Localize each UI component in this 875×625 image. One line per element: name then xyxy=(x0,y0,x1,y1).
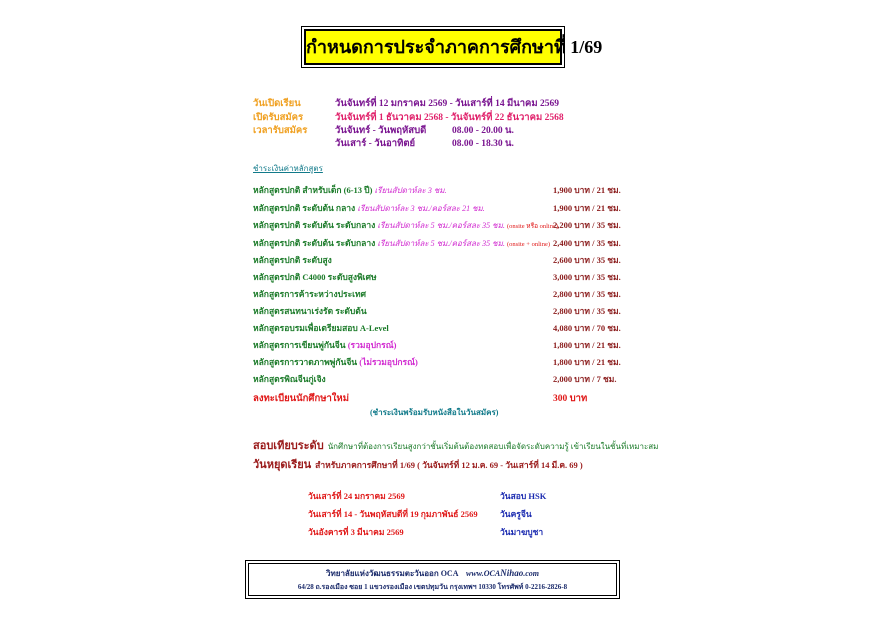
course-name: หลักสูตรการค้าระหว่างประเทศ xyxy=(253,289,367,299)
course-name: หลักสูตรปกติ ระดับสูง xyxy=(253,255,332,265)
footer-org-line xyxy=(249,567,616,580)
apply-value: วันจันทร์ที่ 1 ธันวาคม 2568 - วันจันทร์ที่ 22 ธันวาคม 2568 xyxy=(335,113,564,123)
holiday-event: วันครูจีน xyxy=(500,509,532,519)
fees-heading: ชำระเงินค่าหลักสูตร xyxy=(253,164,323,173)
registration-label: ลงทะเบียนนักศึกษาใหม่ xyxy=(253,394,349,404)
holiday-date: วันเสาร์ที่ 14 - วันพฤหัสบดีที่ 19 กุมภาพันธ์ 2569 xyxy=(308,509,478,519)
course-name: หลักสูตรปกติ ระดับต้น ระดับกลาง เรียนสัปดาห์ละ 5 ชม./คอร์สละ 35 ชม. (onsite + online) xyxy=(253,238,551,248)
course-name: หลักสูตรปกติ ระดับต้น ระดับกลาง เรียนสัปดาห์ละ 5 ชม./คอร์สละ 35 ชม. (onsite หรือ online) xyxy=(253,220,559,230)
course-price: 2,000 บาท / 7 ชม. xyxy=(553,374,617,384)
course-price: 2,400 บาท / 35 ชม. xyxy=(553,238,621,248)
course-name: หลักสูตรสนทนาเร่งรัด ระดับต้น xyxy=(253,306,367,316)
registration-fee: 300 บาท xyxy=(553,394,588,404)
holiday-date: วันเสาร์ที่ 24 มกราคม 2569 xyxy=(308,491,405,501)
course-name: หลักสูตรปกติ ระดับต้น กลาง เรียนสัปดาห์ละ 3 ชม./คอร์สละ 21 ชม. xyxy=(253,203,485,213)
footer-box xyxy=(248,563,617,596)
course-price: 1,900 บาท / 21 ชม. xyxy=(553,203,621,213)
holiday-event: วันมาฆบูชา xyxy=(500,527,544,537)
hours-weekday-time: 08.00 - 20.00 น. xyxy=(452,126,514,136)
placement-row xyxy=(253,436,658,454)
course-price: 2,800 บาท / 35 ชม. xyxy=(553,306,621,316)
registration-note: (ชำระเงินพร้อมรับหนังสือในวันสมัคร) xyxy=(370,408,499,417)
apply-label: เปิดรับสมัคร xyxy=(253,113,304,123)
course-price: 1,800 บาท / 21 ชม. xyxy=(553,340,621,350)
holiday-text: สำหรับภาคการศึกษาที่ 1/69 ( วันจันทร์ที่ 12 ม.ค. 69 - วันเสาร์ที่ 14 มี.ค. 69 ) xyxy=(315,460,583,470)
course-price: 2,600 บาท / 35 ชม. xyxy=(553,255,621,265)
course-name: หลักสูตรปกติ C4000 ระดับสูงพิเศษ xyxy=(253,272,377,282)
course-name: หลักสูตรอบรมเพื่อเตรียมสอบ A-Level xyxy=(253,323,389,333)
course-price: 2,800 บาท / 35 ชม. xyxy=(553,289,621,299)
course-price: 1,800 บาท / 21 ชม. xyxy=(553,357,621,367)
footer-org: วิทยาลัยแห่งวัฒนธรรมตะวันออก OCA xyxy=(325,569,459,578)
holiday-date: วันอังคารที่ 3 มีนาคม 2569 xyxy=(308,527,404,537)
course-price: 3,000 บาท / 35 ชม. xyxy=(553,272,621,282)
course-price: 4,080 บาท / 70 ชม. xyxy=(553,323,621,333)
placement-text: นักศึกษาที่ต้องการเรียนสูงกว่าชั้นเริ่มต้นต้องทดสอบเพื่อจัดระดับความรู้ เข้าเรียนในชั้นที่เหมาะสม xyxy=(327,442,659,451)
hours-label: เวลารับสมัคร xyxy=(253,126,308,136)
course-name: หลักสูตรปกติ สำหรับเด็ก (6-13 ปี) เรียนสัปดาห์ละ 3 ชม. xyxy=(253,185,447,195)
footer-website[interactable]: www.OCANihao.com xyxy=(466,568,540,578)
hours-weekday-days: วันจันทร์ - วันพฤหัสบดี xyxy=(335,126,427,136)
page-title: กำหนดการประจำภาคการศึกษาที่ 1/69 xyxy=(304,29,562,65)
holiday-event: วันสอบ HSK xyxy=(500,491,547,501)
holiday-row xyxy=(253,455,583,473)
hours-weekend-time: 08.00 - 18.30 น. xyxy=(452,139,514,149)
open-value: วันจันทร์ที่ 12 มกราคม 2569 - วันเสาร์ที่ 14 มีนาคม 2569 xyxy=(335,99,560,109)
course-name: หลักสูตรการเขียนพู่กันจีน (รวมอุปกรณ์) xyxy=(253,340,397,350)
open-label: วันเปิดเรียน xyxy=(253,99,301,109)
footer-address: 64/28 ถ.รองเมือง ซอย 1 แขวงรองเมือง เขตปทุมวัน กรุงเทพฯ 10330 โทรศัพท์ 0-2216-2826-8 xyxy=(297,583,568,591)
placement-label: สอบเทียบระดับ xyxy=(253,440,324,452)
holiday-label: วันหยุดเรียน xyxy=(253,459,312,471)
hours-weekend-days: วันเสาร์ - วันอาทิตย์ xyxy=(335,139,416,149)
course-name: หลักสูตรการวาดภาพพู่กันจีน (ไม่รวมอุปกรณ์) xyxy=(253,357,418,367)
course-name: หลักสูตรพิณจีนกู่เจิง xyxy=(253,374,326,384)
course-price: 1,900 บาท / 21 ชม. xyxy=(553,185,621,195)
course-price: 2,200 บาท / 35 ชม. xyxy=(553,220,621,230)
